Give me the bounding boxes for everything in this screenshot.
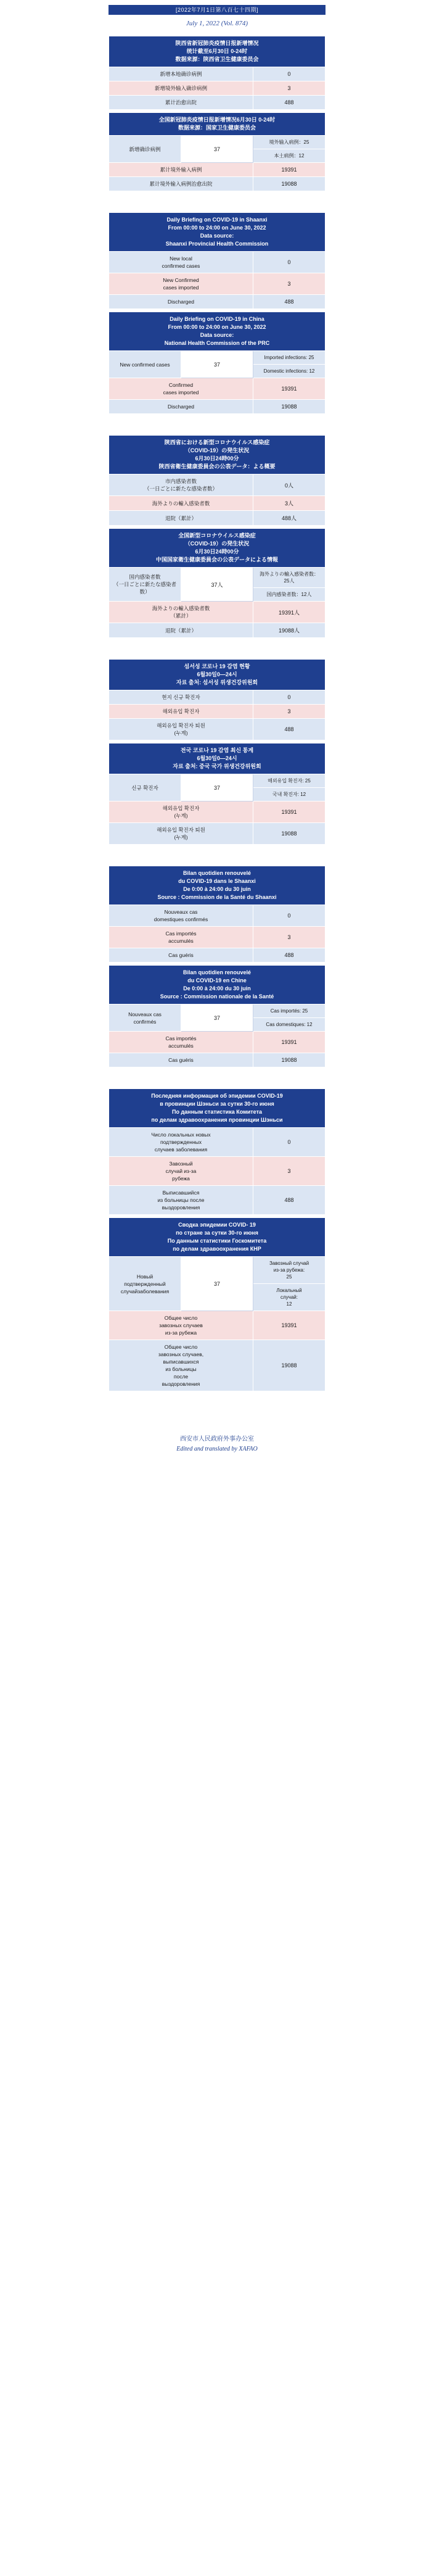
table-title-line: 陝西省における新型コロナウイルス感染症 [164, 439, 270, 445]
row-label: Nouveaux cas confirmés [109, 1004, 181, 1032]
row-value: 3 [253, 705, 326, 719]
table-title-line: 자료 출처: 중국 국가 위생건강위원회 [173, 763, 261, 769]
table-title [109, 1089, 326, 1128]
table-row [109, 136, 326, 149]
row-value: 19088 [253, 1340, 326, 1391]
sections-container [0, 36, 434, 1412]
table-title-line: Source : Commission nationale de la Santé [160, 993, 274, 1000]
language-section-zh [108, 36, 326, 191]
table-title-line: Source : Commission de la Santé du Shaanxi [157, 894, 277, 900]
row-label: 新增境外输入确诊病例 [109, 81, 253, 96]
table-title-line: From 00:00 to 24:00 on June 30, 2022 [168, 225, 266, 231]
row-value: 3 [253, 81, 326, 96]
row-label: New confirmed cases [109, 351, 181, 378]
row-value: 0 [253, 1128, 326, 1157]
table-row [109, 1311, 326, 1340]
table-title [109, 529, 326, 568]
table-title-line: 6월30일0—24시 [197, 671, 237, 677]
row-value: 488人 [253, 511, 326, 526]
row-sub-value: 境外输入病例：25 [253, 136, 326, 149]
briefing-table [108, 212, 326, 309]
table-title-line: Bilan quotidien renouvelé [182, 969, 251, 975]
briefing-table [108, 528, 326, 638]
table-row [109, 273, 326, 295]
row-value: 19391 [253, 163, 326, 177]
table-title-line: 数据来源：陕西省卫生健康委员会 [175, 56, 259, 62]
table-title-line: De 0:00 à 24:00 du 30 juin [183, 886, 251, 892]
row-label: Cas importés accumulés [109, 1032, 253, 1053]
row-value: 19391 [253, 1032, 326, 1053]
row-sub-value: 海外よりの輸入感染者数： 25人 [253, 568, 326, 588]
table-title [109, 660, 326, 690]
table-row [109, 823, 326, 845]
row-label: 新增确诊病例 [109, 136, 181, 163]
table-row [109, 96, 326, 110]
briefing-table [108, 965, 326, 1067]
row-total-value: 37 [181, 1004, 253, 1032]
table-row [109, 1004, 326, 1018]
table-row [109, 1128, 326, 1157]
table-title-line: По данным статистики Госкомитета [167, 1238, 267, 1244]
row-value: 19391人 [253, 602, 326, 623]
row-label: 累计治愈出院 [109, 96, 253, 110]
row-label: 海外よりの輸入感染者数 （累計） [109, 602, 253, 623]
issue-bar: [2022年7月1日第八百七十四期] [108, 5, 326, 15]
table-row [109, 705, 326, 719]
table-row [109, 948, 326, 963]
table-row [109, 1032, 326, 1053]
table-row [109, 81, 326, 96]
row-sub-value: 해외유입 확진자: 25 [253, 774, 326, 788]
row-label: 新增本地确诊病例 [109, 67, 253, 81]
row-value: 3人 [253, 496, 326, 511]
table-row [109, 568, 326, 588]
row-value: 19088 [253, 823, 326, 845]
briefing-table [108, 435, 326, 526]
table-row [109, 295, 326, 309]
table-row [109, 927, 326, 948]
row-value: 19088 [253, 177, 326, 191]
row-value: 3 [253, 927, 326, 948]
row-label: 해외유입 확진자 (누계) [109, 801, 253, 823]
row-sub-value: Imported infections: 25 [253, 351, 326, 365]
row-label: Cas importés accumulés [109, 927, 253, 948]
row-value: 19391 [253, 801, 326, 823]
table-title [109, 436, 326, 474]
table-title-line: Data source: [200, 332, 234, 338]
row-value: 19391 [253, 378, 326, 400]
section-gap [0, 1067, 434, 1088]
table-row [109, 378, 326, 400]
row-value: 488 [253, 295, 326, 309]
row-total-value: 37 [181, 351, 253, 378]
briefing-table [108, 312, 326, 414]
table-title [109, 312, 326, 351]
table-title-line: 全国新冠肺炎疫情日报新增情况6月30日 0-24时 [158, 117, 276, 123]
table-title-line: du COVID-19 en Chine [187, 977, 247, 984]
row-sub-value: Domestic infections: 12 [253, 365, 326, 378]
table-title-line: По данным статистика Комитета [172, 1109, 262, 1115]
row-label: 해외유입 확진자 퇴원 (누계) [109, 719, 253, 740]
table-title-line: du COVID-19 dans le Shaanxi [178, 878, 256, 884]
row-label: Cas guéris [109, 1053, 253, 1067]
row-sub-value: Локальный случай: 12 [253, 1284, 326, 1311]
row-label: Новый подтвержденный случайзаболевания [109, 1257, 181, 1311]
table-row [109, 1053, 326, 1067]
table-title-line: （COVID-19）の発生状況 [184, 540, 250, 547]
table-title-line: по делам здравоохранения КНР [173, 1246, 261, 1252]
section-gap [0, 191, 434, 212]
table-row [109, 252, 326, 273]
row-sub-value: 国内感染者数：12人 [253, 588, 326, 602]
section-gap [0, 845, 434, 866]
table-title [109, 743, 326, 774]
date-line: July 1, 2022 (Vol. 874) [186, 20, 248, 27]
table-title-line: 中国国家衛生健康委員会の公表データによる情報 [155, 557, 278, 563]
table-title [109, 213, 326, 252]
table-title-line: 陝西省衛生健康委員会の公表データ：よる概要 [158, 463, 276, 470]
table-row [109, 602, 326, 623]
row-total-value: 37 [181, 774, 253, 801]
row-label: 해외유입 확진자 퇴원 (누계) [109, 823, 253, 845]
table-title-line: 统计截至6月30日 0-24时 [186, 48, 248, 54]
row-value: 19088 [253, 1053, 326, 1067]
row-value: 488 [253, 948, 326, 963]
table-row [109, 1186, 326, 1215]
table-row [109, 801, 326, 823]
language-section-fr [108, 866, 326, 1067]
table-title [109, 113, 326, 136]
table-row [109, 905, 326, 927]
row-value: 19088人 [253, 623, 326, 638]
table-row [109, 474, 326, 496]
row-label: Cas guéris [109, 948, 253, 963]
row-label: 현지 신규 확진자 [109, 690, 253, 705]
row-label: Nouveaux cas domestiques confirmés [109, 905, 253, 927]
footer [0, 1435, 434, 1454]
row-label: 退院（累計） [109, 511, 253, 526]
row-label: 累计境外输入病例 [109, 163, 253, 177]
table-row [109, 400, 326, 414]
table-row [109, 690, 326, 705]
table-title-line: 全国新型コロナウイルス感染症 [178, 532, 256, 539]
table-title-line: De 0:00 à 24:00 du 30 juin [183, 985, 251, 992]
table-title-line: National Health Commission of the PRC [164, 340, 270, 346]
row-sub-value: 本土病例：12 [253, 149, 326, 163]
language-section-ru [108, 1088, 326, 1391]
row-value: 488 [253, 96, 326, 110]
table-row [109, 511, 326, 526]
table-title-line: 陕西省新冠肺炎疫情日报新增情况 [175, 40, 259, 46]
row-value: 0 [253, 67, 326, 81]
row-label: Завозный случай из-за рубежа [109, 1157, 253, 1186]
table-title [109, 866, 326, 905]
footer-office: 西安市人民政府外事办公室 [180, 1436, 254, 1443]
row-label: 신규 확진자 [109, 774, 181, 801]
briefing-table [108, 36, 326, 110]
row-value: 3 [253, 1157, 326, 1186]
row-value: 0 [253, 690, 326, 705]
row-label: 海外よりの輸入感染者数 [109, 496, 253, 511]
table-title [109, 36, 326, 67]
row-label: Confirmed cases imported [109, 378, 253, 400]
row-value: 0 [253, 252, 326, 273]
row-label: Общее число завозных случаев из-за рубежа [109, 1311, 253, 1340]
table-title-line: 6月30日24時00分 [195, 455, 239, 462]
row-total-value: 37人 [181, 568, 253, 602]
section-gap [0, 414, 434, 435]
row-label: 市内感染者数 （一日ごとに新たな感染者数） [109, 474, 253, 496]
language-section-ko [108, 659, 326, 845]
table-title-line: Последняя информация об эпидемии COVID-19 [151, 1093, 283, 1099]
table-title-line: 섬서성 코로나 19 감염 현황 [184, 663, 250, 669]
row-value: 0 [253, 905, 326, 927]
table-title-line: в провинции Шэньси за сутки 30-го июня [160, 1101, 274, 1107]
table-title-line: 6월30일0—24시 [197, 755, 237, 761]
table-title-line: From 00:00 to 24:00 on June 30, 2022 [168, 324, 266, 330]
row-label: Число локальных новых подтвержденных случаев заболевания [109, 1128, 253, 1157]
table-title-line: по делам здравоохранения провинции Шэньси [151, 1117, 283, 1123]
table-title-line: 6月30日24時00分 [195, 549, 239, 555]
row-value: 488 [253, 1186, 326, 1215]
table-row [109, 496, 326, 511]
table-title-line: Data source: [200, 233, 234, 239]
language-section-ja [108, 435, 326, 638]
briefing-table [108, 659, 326, 740]
table-row [109, 1340, 326, 1391]
row-sub-value: Cas domestiques: 12 [253, 1018, 326, 1032]
row-value: 19088 [253, 400, 326, 414]
row-sub-value: Завозный случай из-за рубежа: 25 [253, 1257, 326, 1284]
table-row [109, 351, 326, 365]
row-total-value: 37 [181, 1257, 253, 1311]
table-title-line: Daily Briefing on COVID-19 in Shaanxi [166, 217, 268, 223]
briefing-table [108, 112, 326, 191]
table-title-line: Daily Briefing on COVID-19 in China [170, 316, 264, 322]
row-label: 退院（累計） [109, 623, 253, 638]
footer-credit: Edited and translated by XAFAO [176, 1446, 258, 1452]
table-title-line: Сводка эпидемии COVID- 19 [178, 1222, 256, 1228]
row-label: New local confirmed cases [109, 252, 253, 273]
table-title-line: по стране за сутки 30-го июня [176, 1230, 258, 1236]
table-row [109, 163, 326, 177]
table-row [109, 623, 326, 638]
row-sub-value: Cas importés: 25 [253, 1004, 326, 1018]
row-label: 国内感染者数 （一日ごとに新たな感染者数） [109, 568, 181, 602]
row-value: 3 [253, 273, 326, 295]
table-title [109, 966, 326, 1004]
table-title-line: Shaanxi Provincial Health Commission [165, 241, 269, 247]
language-section-en [108, 212, 326, 414]
table-row [109, 177, 326, 191]
row-label: Discharged [109, 400, 253, 414]
table-row [109, 1157, 326, 1186]
table-row [109, 774, 326, 788]
table-title-line: 자료 출처: 섬서성 위생건강위원회 [176, 679, 258, 685]
row-label: 해외유입 확진자 [109, 705, 253, 719]
table-title-line: （COVID-19）の発生状況 [184, 447, 250, 453]
table-title-line: Bilan quotidien renouvelé [182, 870, 251, 876]
row-label: Выписавшийся из больницы после выздоровления [109, 1186, 253, 1215]
row-label: Discharged [109, 295, 253, 309]
briefing-table [108, 743, 326, 845]
row-label: New Confirmed cases imported [109, 273, 253, 295]
briefing-table [108, 1217, 326, 1391]
table-row [109, 1257, 326, 1284]
row-label: Общее число завозных случаев, выписавшихся из больницы после выздоровления [109, 1340, 253, 1391]
row-value: 19391 [253, 1311, 326, 1340]
table-title [109, 1218, 326, 1257]
table-title-line: 数据来源：国家卫生健康委员会 [178, 125, 256, 131]
row-value: 0人 [253, 474, 326, 496]
row-label: 累计境外输入病例治愈出院 [109, 177, 253, 191]
table-row [109, 719, 326, 740]
table-row [109, 67, 326, 81]
table-title-line: 전국 코로나 19 감염 최신 통계 [180, 747, 254, 753]
section-gap [0, 638, 434, 659]
briefing-table [108, 866, 326, 963]
briefing-table [108, 1088, 326, 1215]
row-total-value: 37 [181, 136, 253, 163]
section-gap [0, 1391, 434, 1412]
row-value: 488 [253, 719, 326, 740]
row-sub-value: 국내 확진자: 12 [253, 788, 326, 801]
